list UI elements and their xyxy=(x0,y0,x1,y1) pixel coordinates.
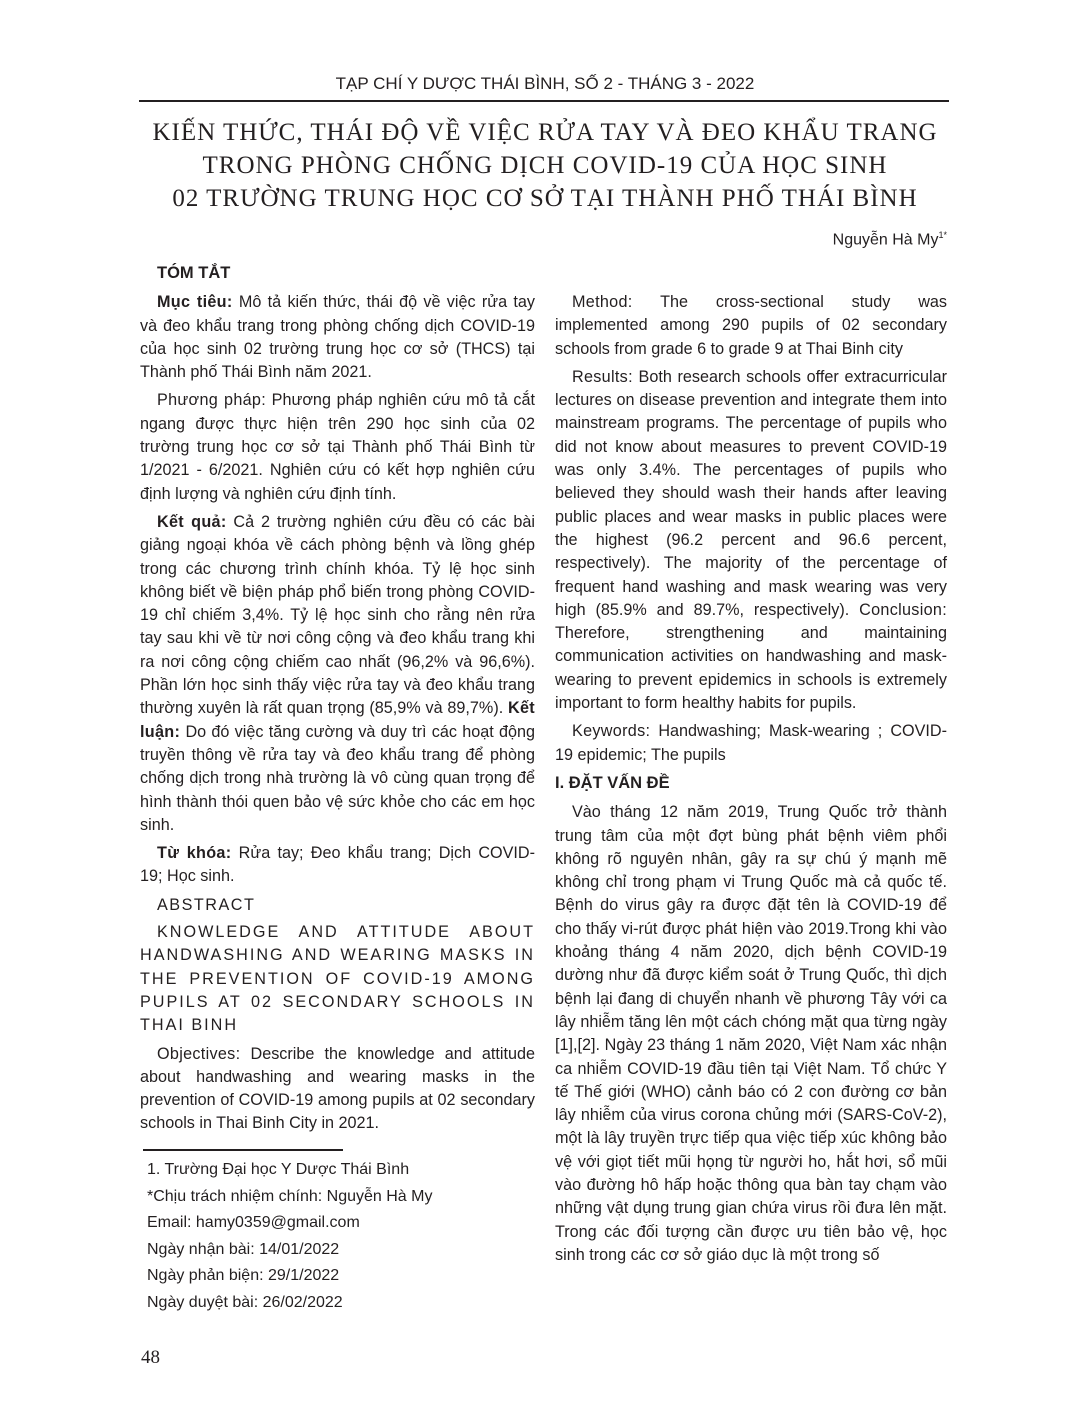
section-heading-summary: TÓM TẮT xyxy=(157,264,231,282)
footnote-reviewed: Ngày phản biện: 29/1/2022 xyxy=(147,1267,340,1285)
footnotes xyxy=(147,1157,432,1317)
right-column xyxy=(555,291,947,1272)
footnote-rule xyxy=(143,1149,343,1151)
text: Rửa tay; Đeo khẩu trang; Dịch COVID-19; Học sinh. xyxy=(140,844,535,886)
title-line: TRONG PHÒNG CHỐNG DỊCH COVID-19 CỦA HỌC SINH xyxy=(202,152,888,179)
abstract-title: KNOWLEDGE AND ATTITUDE ABOUT HANDWASHING AND WEARING MASKS IN THE PREVENTION OF COVID-19 AMONG PUPILS AT 02 SECONDARY SCHOOLS IN THAI BINH xyxy=(140,923,535,1035)
paragraph-introduction: Vào tháng 12 năm 2019, Trung Quốc trở thành trung tâm của một đợt bùng phát bệnh viêm phổi không rõ nguyên nhân, gây ra sự chú ý mạnh mẽ không chỉ trong phạm vi Trung Quốc mà cả quốc tế. Bệnh do virus gây ra được đặt tên là COVID-19 để cho thấy vi-rút được phát hiện vào 2019.Trong khi vào khoảng tháng 4 năm 2020, dịch bệnh COVID-19 dường như đã được kiểm soát ở Trung Quốc, thì dịch bệnh lại đang di chuyển nhanh về phương Tây với ca lây nhiễm tăng lên một cách chóng mặt qua từng ngày [1],[2]. Ngày 23 tháng 1 năm 2020, Việt Nam xác nhận ca nhiễm COVID-19 đầu tiên tại Việt Nam. Tổ chức Y tế Thế giới (WHO) cảnh báo có 2 con đường cơ bản lây nhiễm của virus corona chủng mới (SARS-CoV-2), một là lây truyền trực tiếp qua việc tiếp xúc không bảo vệ với giọt tiết mũi họng từ người ho, hắt hơi, sổ mũi vào đường hô hấp hoặc thông qua bàn tay chạm vào những vật dụng trung gian chứa virus rồi đưa lên mặt. Trong các đối tượng cần được ưu tiên bảo vệ, học sinh trong các cơ sở giáo dục là một trong số xyxy=(555,803,947,1264)
label: Kết luận: xyxy=(140,699,535,741)
text: Do đó việc tăng cường và duy trì các hoạt động truyền thông về rửa tay và đeo khẩu trang để phòng chống dịch trong nhà trường là vô cùng quan trọng để hình thành thói quen bảo vệ sức khỏe cho các em học sinh. xyxy=(140,722,535,834)
footnote-affiliation: 1. Trường Đại học Y Dược Thái Bình xyxy=(147,1161,410,1178)
paragraph-method xyxy=(140,389,535,505)
paragraph-objective xyxy=(140,291,535,384)
text: Therefore, strengthening and maintaining communication activities on handwashing and mask-wearing to prevent epidemics in schools is extremely important to form healthy habits for pupils. xyxy=(555,624,947,713)
author-name: Nguyễn Hà My xyxy=(832,231,939,249)
label: Phương pháp: xyxy=(157,391,267,410)
label: Results: xyxy=(572,367,633,386)
label: Objectives: xyxy=(157,1044,241,1063)
text: Both research schools offer extracurricular lectures on disease prevention and integrate them into mainstream programs. The percentage of pupils who did not know about measures to prevent COVID-19 was only 3.4%. The percentages of pupils who believed they should wash their hands after leaving public places and wear masks in public places were the highest (96.2 percent and 96.6 percent, respectively). The majority of the percentage of frequent hand washing and mask wearing was very high (85.9% and 89.7%, respectively). xyxy=(555,367,947,619)
abstract-heading: ABSTRACT xyxy=(157,895,256,914)
author xyxy=(833,230,947,249)
text: The cross-sectional study was implemented among 290 pupils of 02 secondary schools from grade 6 to grade 9 at Thai Binh city xyxy=(555,293,947,358)
footnote-received: Ngày nhận bài: 14/01/2022 xyxy=(147,1240,340,1258)
article-title xyxy=(100,116,990,215)
paragraph-method-en xyxy=(555,291,947,361)
label: Keywords: xyxy=(572,722,651,741)
text: Mô tả kiến thức, thái độ về việc rửa tay và đeo khẩu trang trong phòng chống dịch COVID-19 của học sinh 02 trường trung học cơ sở (THCS) tại Thành phố Thái Bình năm 2021. xyxy=(140,293,535,382)
paragraph-keywords-en xyxy=(555,720,947,767)
label: Kết quả: xyxy=(157,512,227,531)
paragraph-results-en xyxy=(555,366,947,715)
left-column xyxy=(140,262,535,1141)
footnote-email: Email: hamy0359@gmail.com xyxy=(147,1214,360,1232)
text: Handwashing; Mask-wearing ; COVID-19 epidemic; The pupils xyxy=(555,722,947,764)
label: Từ khóa: xyxy=(157,844,232,863)
text: Phương pháp nghiên cứu mô tả cắt ngang được thực hiện trên 290 học sinh của 02 trường trung học cơ sở tại Thành phố Thái Bình từ 1/2021 - 6/2021. Nghiên cứu có kết hợp nghiên cứu định lượng và nghiên cứu định tính. xyxy=(140,391,535,503)
text: Cả 2 trường nghiên cứu đều có các bài giảng ngoại khóa về cách phòng bệnh và lồng ghép trong các chương trình chính khóa. Tỷ lệ học sinh không biết về biện pháp phổ biến trong phòng COVID-19 chỉ chiếm 3,4%. Tỷ lệ học sinh cho rằng nên rửa tay sau khi về từ nơi công cộng và đeo khẩu trang khi ra nơi công cộng chiếm cao nhất (96,2% và 96,6%). Phần lớn học sinh thấy việc rửa tay và đeo khẩu trang thường xuyên là rất quan trọng (85,9% và 89,7%). xyxy=(140,512,535,718)
header-rule xyxy=(139,100,949,102)
paragraph-results xyxy=(140,511,535,837)
footnote-corresponding: *Chịu trách nhiệm chính: Nguyễn Hà My xyxy=(147,1187,433,1205)
author-affiliation-mark: 1* xyxy=(938,230,947,240)
paragraph-objectives-en xyxy=(140,1043,535,1136)
footnote-accepted: Ngày duyệt bài: 26/02/2022 xyxy=(147,1293,343,1311)
label: Method: xyxy=(572,293,633,311)
title-line: 02 TRƯỜNG TRUNG HỌC CƠ SỞ TẠI THÀNH PHỐ THÁI BÌNH xyxy=(172,185,918,212)
section-heading-introduction: I. ĐẶT VẤN ĐỀ xyxy=(555,773,670,792)
title-line: KIẾN THỨC, THÁI ĐỘ VỀ VIỆC RỬA TAY VÀ ĐEO KHẨU TRANG xyxy=(152,119,938,146)
label: Conclusion: xyxy=(859,600,947,619)
label: Mục tiêu: xyxy=(157,293,233,312)
journal-header: TẠP CHÍ Y DƯỢC THÁI BÌNH, SỐ 2 - THÁNG 3 - 2022 xyxy=(335,74,755,93)
text: Describe the knowledge and attitude about handwashing and wearing masks in the prevention of COVID-19 among pupils at 02 secondary schools in Thai Binh City in 2021. xyxy=(140,1044,535,1133)
paragraph-keywords xyxy=(140,842,535,889)
page-number: 48 xyxy=(141,1347,160,1368)
